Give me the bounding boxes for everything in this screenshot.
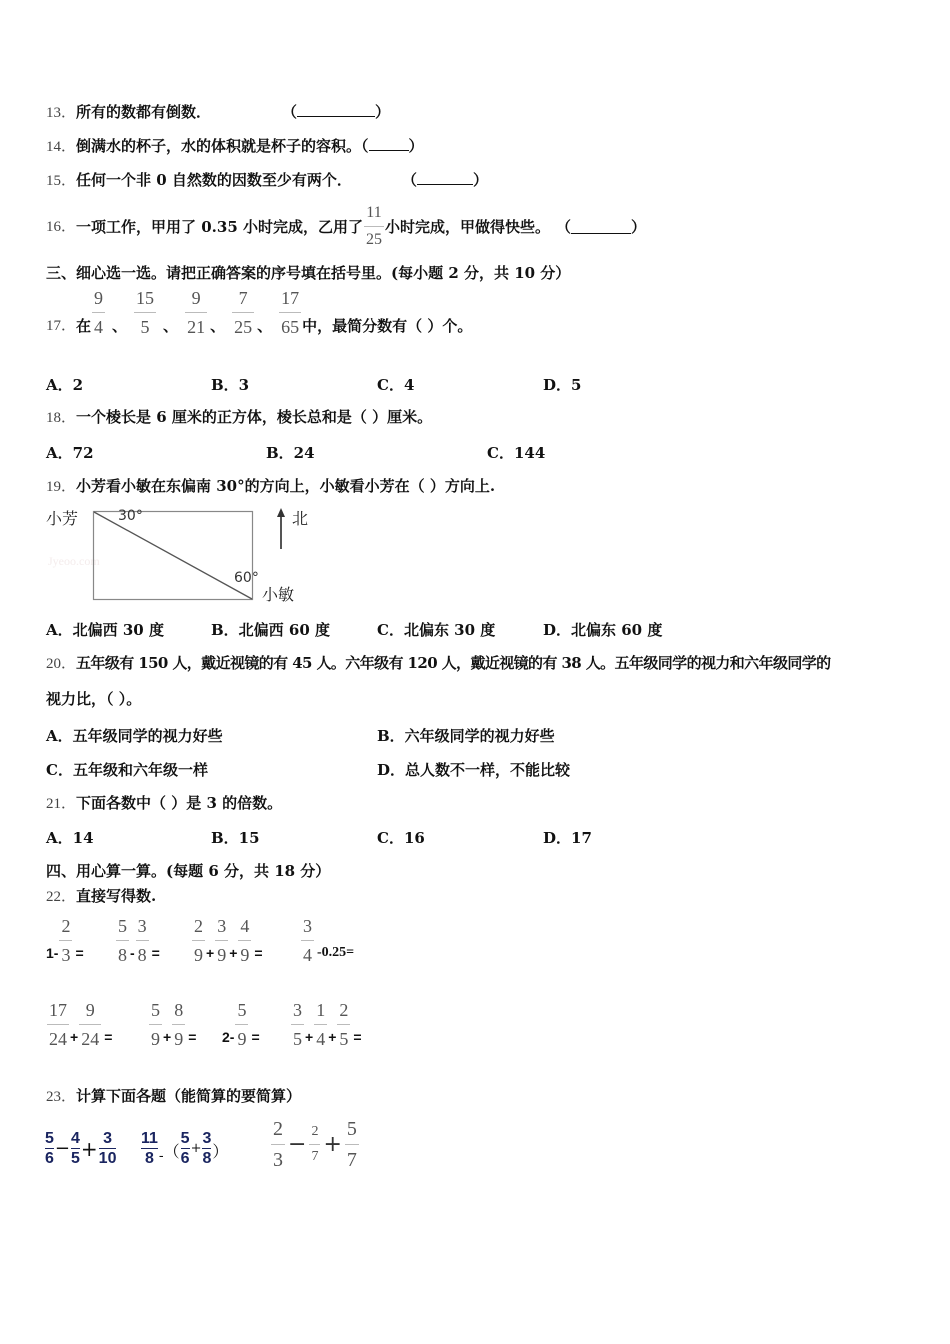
fraction-bar xyxy=(136,940,149,941)
calc-item xyxy=(148,1000,196,1049)
question-number: 13． xyxy=(46,105,77,121)
blank-line[interactable] xyxy=(297,102,375,117)
fraction xyxy=(345,1118,359,1171)
question-text: 任何一个非 0 自然数的因数至少有两个． xyxy=(76,171,352,189)
paren-open: （ xyxy=(163,1142,180,1161)
operator: -0.25= xyxy=(317,944,355,960)
numerator: 3 xyxy=(217,916,227,936)
question-text: 在 xyxy=(76,316,92,335)
fraction-bar xyxy=(238,940,251,941)
angle-30-label: 30° xyxy=(118,508,143,524)
numerator: 15 xyxy=(136,288,155,308)
operator: - xyxy=(158,1147,164,1164)
fraction xyxy=(291,1000,304,1049)
paren-open: （ xyxy=(282,103,298,121)
paren-open: （ xyxy=(402,171,418,189)
option-b[interactable]: B．24 xyxy=(266,444,315,462)
numerator: 5 xyxy=(346,1118,357,1140)
question-23 xyxy=(46,1086,301,1107)
numerator: 2 xyxy=(273,1118,283,1140)
blank-line[interactable] xyxy=(417,170,473,185)
denominator: 8 xyxy=(137,945,147,965)
question-number: 23． xyxy=(46,1089,77,1105)
denominator: 6 xyxy=(180,1150,190,1167)
question-20 xyxy=(46,653,831,674)
question-number: 17． xyxy=(46,317,77,334)
fraction-bar xyxy=(181,1148,190,1149)
fraction-bar xyxy=(92,312,105,313)
denominator: 9 xyxy=(237,1029,247,1049)
fraction xyxy=(149,1000,162,1049)
fraction xyxy=(99,1130,117,1167)
fraction xyxy=(134,288,156,337)
denominator: 9 xyxy=(194,945,203,965)
fraction-bar xyxy=(99,1148,117,1149)
denominator: 5 xyxy=(293,1029,302,1049)
calc-item xyxy=(290,1000,362,1049)
numerator: 11 xyxy=(141,1130,158,1147)
fraction-bar xyxy=(301,940,314,941)
section-3-heading: 三、细心选一选。请把正确答案的序号填在括号里。(每小题 2 分，共 10 分） xyxy=(46,264,571,282)
numerator: 2 xyxy=(339,1000,349,1020)
question-text: 中，最简分数有（ ）个。 xyxy=(302,316,473,335)
calc-item xyxy=(115,916,160,965)
question-number: 14． xyxy=(46,139,77,155)
operator: − xyxy=(288,1132,307,1157)
numerator: 11 xyxy=(366,204,382,221)
denominator: 5 xyxy=(140,317,150,337)
paren-close: ） xyxy=(631,217,647,236)
denominator: 9 xyxy=(217,945,227,965)
fraction-bar xyxy=(232,312,254,313)
fraction xyxy=(232,288,254,337)
fraction xyxy=(337,1000,350,1049)
calc-item xyxy=(222,1000,260,1049)
denominator: 9 xyxy=(151,1029,160,1049)
fraction xyxy=(116,916,129,965)
fraction-bar xyxy=(141,1148,158,1149)
denominator: 9 xyxy=(240,945,250,965)
option-d[interactable]: D．总人数不一样，不能比较 xyxy=(377,761,571,779)
denominator: 8 xyxy=(145,1150,154,1167)
fraction xyxy=(92,288,105,337)
operator: 1- xyxy=(46,944,59,961)
answer-blank-15[interactable] xyxy=(402,170,488,190)
option-a[interactable]: A．72 xyxy=(46,444,94,462)
denominator: 3 xyxy=(61,945,71,965)
question-text: 小时完成，甲做得快些。 xyxy=(385,217,551,236)
expression-1 xyxy=(44,1130,117,1167)
paren-close: ） xyxy=(408,137,424,155)
numerator: 5 xyxy=(237,1000,247,1020)
equals: = xyxy=(104,1028,113,1045)
operator: + xyxy=(190,1141,202,1156)
calc-item xyxy=(191,916,263,965)
watermark: Jyeoo.com xyxy=(48,554,100,568)
paren-close: ） xyxy=(473,171,489,189)
question-text: 一项工作，甲用了 0.35 小时完成，乙用了 xyxy=(76,217,363,236)
option-b[interactable]: B．15 xyxy=(211,829,260,847)
fraction-bar xyxy=(116,940,129,941)
operator: + xyxy=(80,1136,98,1161)
denominator: 10 xyxy=(98,1150,117,1167)
question-text: 小芳看小敏在东偏南 30°的方向上，小敏看小芳在（ ）方向上. xyxy=(76,477,496,495)
fraction-bar xyxy=(215,940,228,941)
numerator: 5 xyxy=(151,1000,160,1020)
equals: = xyxy=(353,1028,362,1045)
operator: 2- xyxy=(222,1028,235,1045)
equals: = xyxy=(251,1028,260,1045)
question-number: 19． xyxy=(46,479,77,495)
operator: + xyxy=(206,944,215,961)
question-number: 16． xyxy=(46,218,77,235)
operator: + xyxy=(305,1028,314,1045)
numerator: 7 xyxy=(238,288,248,308)
question-20-line2: 视力比，（ ）。 xyxy=(46,690,142,708)
denominator: 6 xyxy=(45,1150,54,1167)
option-b[interactable]: B．北偏西 60 度 xyxy=(211,621,330,639)
fraction-bar xyxy=(235,1024,248,1025)
denominator: 4 xyxy=(303,945,312,965)
denominator: 5 xyxy=(339,1029,349,1049)
denominator: 25 xyxy=(234,317,253,337)
question-number: 20． xyxy=(46,656,77,672)
operator: + xyxy=(229,944,238,961)
answer-blank-16[interactable] xyxy=(571,219,631,234)
numerator: 3 xyxy=(303,916,312,936)
denominator: 5 xyxy=(71,1150,80,1167)
operator: + xyxy=(163,1028,172,1045)
question-text: 计算下面各题（能简算的要简算） xyxy=(76,1087,302,1105)
calc-item xyxy=(300,916,354,965)
numerator: 3 xyxy=(293,1000,302,1020)
separator: 、 xyxy=(112,316,128,335)
numerator: 2 xyxy=(61,916,71,936)
question-22 xyxy=(46,886,156,907)
calc-item xyxy=(46,916,84,965)
option-a[interactable]: A．五年级同学的视力好些 xyxy=(46,727,223,745)
fraction-bar xyxy=(202,1148,211,1149)
fraction xyxy=(71,1130,80,1167)
fraction xyxy=(309,1124,320,1165)
fraction-bar xyxy=(345,1144,359,1145)
fraction xyxy=(215,916,228,965)
paren-close: ） xyxy=(375,103,391,121)
denominator: 24 xyxy=(81,1029,100,1049)
fraction xyxy=(172,1000,185,1049)
fraction xyxy=(79,1000,101,1049)
numerator: 3 xyxy=(137,916,147,936)
fraction xyxy=(136,916,149,965)
fraction xyxy=(279,288,301,337)
fraction-bar xyxy=(192,940,205,941)
fraction xyxy=(59,916,72,965)
angle-60-label: 60° xyxy=(234,570,259,586)
fraction xyxy=(314,1000,327,1049)
answer-blank-14[interactable] xyxy=(369,136,409,151)
calc-item xyxy=(46,1000,112,1049)
question-text: 所有的数都有倒数． xyxy=(76,103,212,121)
option-c[interactable]: C．144 xyxy=(487,444,546,462)
denominator: 21 xyxy=(187,317,206,337)
question-14 xyxy=(46,136,424,157)
fraction-bar xyxy=(45,1148,54,1149)
numerator: 4 xyxy=(71,1130,80,1147)
option-a[interactable]: A．2 xyxy=(46,376,84,394)
fraction-bar xyxy=(134,312,156,313)
denominator: 25 xyxy=(366,231,382,248)
fraction xyxy=(238,916,251,965)
denominator: 9 xyxy=(174,1029,184,1049)
option-d[interactable]: D．5 xyxy=(543,376,582,394)
question-number: 15． xyxy=(46,173,77,189)
equals: = xyxy=(151,944,160,961)
option-c[interactable]: C．16 xyxy=(377,829,425,847)
numerator: 5 xyxy=(118,916,127,936)
option-b[interactable]: B．3 xyxy=(211,376,250,394)
question-17 xyxy=(46,288,472,337)
operator: - xyxy=(130,944,135,961)
fraction-bar xyxy=(314,1024,327,1025)
numerator: 1 xyxy=(316,1000,326,1020)
question-18 xyxy=(46,407,432,428)
denominator: 8 xyxy=(118,945,127,965)
answer-blank-13[interactable] xyxy=(282,102,390,122)
fraction xyxy=(141,1130,158,1167)
fraction-bar xyxy=(47,1024,69,1025)
operator: + xyxy=(323,1132,342,1157)
separator: 、 xyxy=(257,316,273,335)
fraction-bar xyxy=(271,1144,285,1145)
label-xiaofang: 小芳 xyxy=(46,509,79,528)
numerator: 4 xyxy=(240,916,250,936)
numerator: 17 xyxy=(281,288,300,308)
numerator: 17 xyxy=(49,1000,67,1020)
operator: + xyxy=(328,1028,337,1045)
question-21 xyxy=(46,793,282,814)
option-a[interactable]: A．14 xyxy=(46,829,94,847)
option-a[interactable]: A．北偏西 30 度 xyxy=(46,621,164,639)
north-label: 北 xyxy=(292,509,309,528)
denominator: 65 xyxy=(281,317,300,337)
separator: 、 xyxy=(210,316,226,335)
fraction-bar xyxy=(149,1024,162,1025)
fraction xyxy=(271,1118,285,1171)
fraction-bar xyxy=(291,1024,304,1025)
equals: = xyxy=(254,944,263,961)
fraction-bar xyxy=(185,312,207,313)
label-xiaomin: 小敏 xyxy=(262,585,295,604)
paren-close: ） xyxy=(212,1142,229,1161)
fraction xyxy=(301,916,314,965)
question-13 xyxy=(46,102,211,123)
numerator: 2 xyxy=(194,916,203,936)
numerator: 2 xyxy=(311,1124,319,1139)
equals: = xyxy=(188,1028,197,1045)
question-number: 21． xyxy=(46,796,77,812)
section-4-heading: 四、用心算一算。(每题 6 分，共 18 分） xyxy=(46,862,331,880)
fraction-bar xyxy=(172,1024,185,1025)
paren-open: （ xyxy=(556,217,572,236)
numerator: 9 xyxy=(191,288,201,308)
question-19 xyxy=(46,476,495,497)
fraction-bar xyxy=(71,1148,80,1149)
question-text: 下面各数中（ ）是 3 的倍数。 xyxy=(76,794,283,812)
option-c[interactable]: C．4 xyxy=(377,376,415,394)
operator: − xyxy=(54,1138,70,1159)
denominator: 7 xyxy=(311,1149,319,1164)
denominator: 4 xyxy=(94,317,104,337)
question-text: 五年级有 150 人，戴近视镜的有 45 人。六年级有 120 人，戴近视镜的有 38 人。五年级同学的视力和六年级同学的 xyxy=(76,654,831,672)
option-c[interactable]: C．五年级和六年级一样 xyxy=(46,761,208,779)
numerator: 5 xyxy=(180,1130,190,1147)
option-d[interactable]: D．17 xyxy=(543,829,592,847)
question-text: 一个棱长是 6 厘米的正方体，棱长总和是（ ）厘米。 xyxy=(76,408,433,426)
fraction-bar xyxy=(364,226,384,227)
numerator: 3 xyxy=(103,1130,113,1147)
option-c[interactable]: C．北偏东 30 度 xyxy=(377,621,496,639)
question-number: 22． xyxy=(46,889,77,905)
fraction xyxy=(185,288,207,337)
option-d[interactable]: D．北偏东 60 度 xyxy=(543,621,663,639)
fraction xyxy=(235,1000,248,1049)
fraction-bar xyxy=(337,1024,350,1025)
fraction xyxy=(192,916,205,965)
fraction xyxy=(47,1000,69,1049)
denominator: 4 xyxy=(316,1029,326,1049)
paren-open: （ xyxy=(361,137,369,155)
option-b[interactable]: B．六年级同学的视力好些 xyxy=(377,727,555,745)
operator: + xyxy=(70,1028,79,1045)
fraction-bar xyxy=(309,1144,320,1145)
separator: 、 xyxy=(163,316,179,335)
equals: = xyxy=(75,944,84,961)
question-16 xyxy=(46,204,646,249)
fraction xyxy=(364,204,384,249)
fraction-bar xyxy=(279,312,301,313)
numerator: 3 xyxy=(202,1130,212,1147)
fraction xyxy=(181,1130,190,1167)
denominator: 7 xyxy=(346,1149,357,1171)
fraction-bar xyxy=(79,1024,101,1025)
numerator: 5 xyxy=(45,1130,54,1147)
expression-3 xyxy=(270,1118,360,1171)
direction-diagram xyxy=(40,502,320,607)
numerator: 9 xyxy=(85,1000,95,1020)
fraction xyxy=(45,1130,54,1167)
expression-2 xyxy=(140,1130,228,1167)
denominator: 24 xyxy=(49,1029,67,1049)
numerator: 9 xyxy=(94,288,104,308)
question-text: 倒满水的杯子，水的体积就是杯子的容积。 xyxy=(76,137,362,155)
denominator: 3 xyxy=(273,1149,283,1171)
denominator: 8 xyxy=(202,1150,212,1167)
question-number: 18． xyxy=(46,410,77,426)
numerator: 8 xyxy=(174,1000,184,1020)
question-text: 直接写得数. xyxy=(76,887,157,905)
question-15 xyxy=(46,170,352,191)
fraction-bar xyxy=(59,940,72,941)
fraction xyxy=(202,1130,211,1167)
